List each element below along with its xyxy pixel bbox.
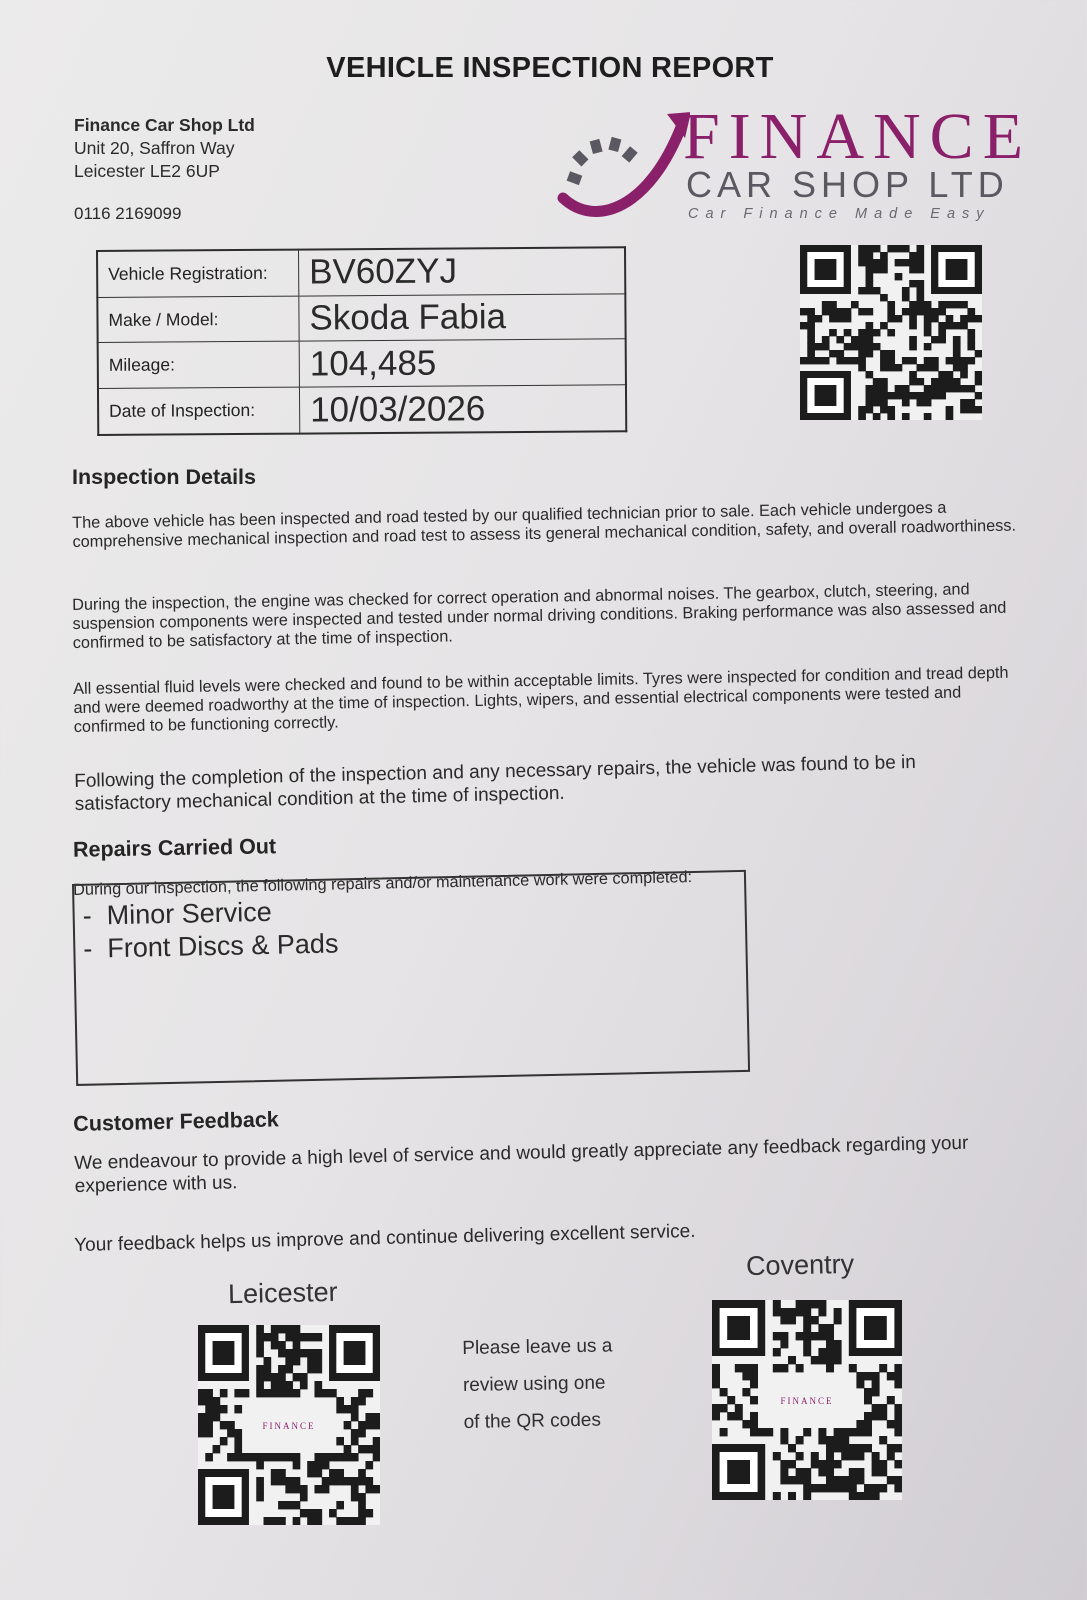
logo-word-car-shop: CAR SHOP LTD (686, 164, 1009, 205)
mileage-value: 104,485 (299, 339, 626, 387)
page-title: VEHICLE INSPECTION REPORT (326, 52, 774, 84)
repair-item-2: Front Discs & Pads (107, 928, 339, 964)
table-row (98, 339, 626, 388)
review-prompt (462, 1327, 614, 1441)
repairs-heading: Repairs Carried Out (72, 834, 277, 862)
logo-tagline: Car Finance Made Easy (688, 206, 991, 222)
list-item: - Front Discs & Pads (83, 928, 339, 964)
mileage-label: Mileage: (98, 342, 300, 389)
coventry-qr-code[interactable] (712, 1300, 902, 1500)
address-line-2: Leicester LE2 6UP (74, 161, 220, 181)
company-name: Finance Car Shop Ltd (74, 115, 255, 135)
table-row (97, 294, 625, 343)
vehicle-details-table (96, 246, 627, 436)
repairs-intro: During our inspection, the following repairs and/or maintenance work were completed: (73, 868, 693, 899)
feedback-heading: Customer Feedback (73, 1107, 280, 1136)
inspection-paragraph-1: The above vehicle has been inspected and road tested by our qualified technician prior to sale. Each vehicle undergoes a comprehensive mechanical inspection and road test to assess its general mechanical condition, safety, and overall roadworthiness. (72, 498, 1017, 551)
company-phone: 0116 2169099 (74, 204, 182, 223)
table-row (97, 247, 625, 297)
list-item: - Minor Service (82, 896, 272, 931)
review-line-1: Please leave us a (462, 1335, 613, 1359)
review-line-3: of the QR codes (463, 1409, 602, 1433)
company-address (74, 114, 255, 183)
repairs-box (72, 870, 750, 1086)
registration-value: BV60ZYJ (299, 247, 626, 296)
inspection-details-heading: Inspection Details (72, 465, 256, 489)
website-qr-code[interactable] (800, 245, 982, 420)
qr-logo-text: FINANCE (780, 1396, 834, 1406)
inspection-paragraph-4: Following the completion of the inspection and any necessary repairs, the vehicle was found to be in satisfactory mechanical condition at the time of inspection. (74, 751, 917, 815)
repair-item-1: Minor Service (106, 896, 272, 931)
leicester-label: Leicester (227, 1276, 338, 1310)
address-line-1: Unit 20, Saffron Way (74, 138, 235, 158)
inspection-paragraph-3: All essential fluid levels were checked and found to be within acceptable limits. Tyres were inspected for condition and tread depth and were deemed roadworthy at the time of inspection. Lights, wipers, and essential electrical components were tested and confirmed to be functioning correctly. (73, 663, 1009, 736)
review-line-2: review using one (462, 1372, 606, 1396)
inspection-paragraph-2: During the inspection, the engine was checked for correct operation and abnormal noises. The gearbox, clutch, steering, and suspension components were inspected and tested under normal driving conditions. Braking performance was also assessed and confirmed to be satisfactory at the time of inspection. (72, 580, 1007, 652)
make-model-value: Skoda Fabia (299, 294, 626, 342)
inspection-date-value: 10/03/2026 (299, 385, 626, 434)
speedometer-arrow-icon (555, 110, 690, 222)
make-model-label: Make / Model: (97, 296, 299, 343)
feedback-paragraph-1: We endeavour to provide a high level of service and would greatly appreciate any feedback regarding your experience with us. (74, 1132, 969, 1197)
inspection-date-label: Date of Inspection: (98, 387, 300, 435)
table-row (98, 385, 626, 435)
qr-logo-text: FINANCE (262, 1421, 316, 1431)
feedback-paragraph-2: Your feedback helps us improve and continue delivering excellent service. (74, 1220, 696, 1256)
registration-label: Vehicle Registration: (97, 250, 299, 298)
logo-word-finance: FINANCE (683, 100, 1033, 173)
coventry-label: Coventry (745, 1248, 855, 1282)
leicester-qr-code[interactable] (198, 1325, 380, 1525)
